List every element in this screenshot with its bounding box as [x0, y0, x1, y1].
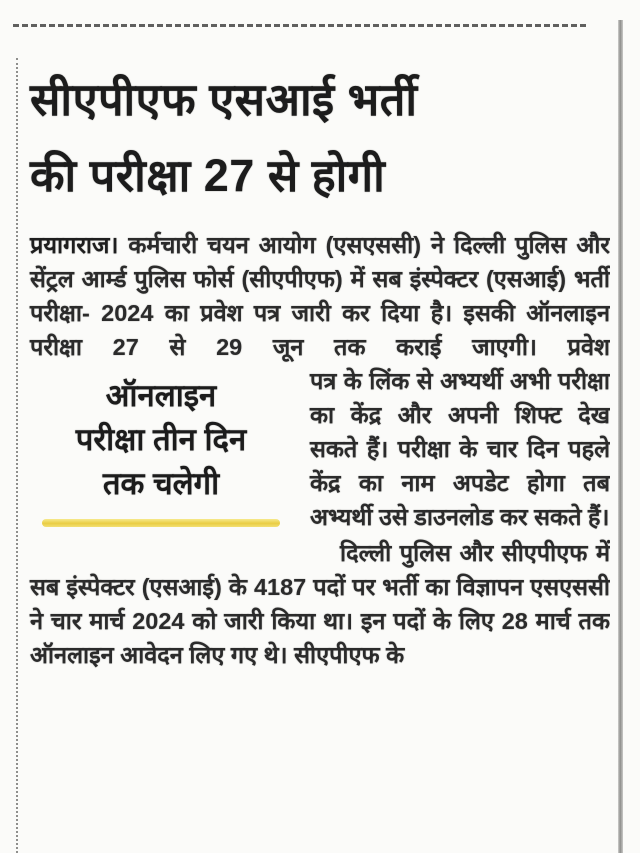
pull-quote-line-2: परीक्षा तीन दिन — [75, 422, 247, 457]
pull-quote-line-3: तक चलेगी — [102, 466, 220, 501]
headline-line-1: सीएपीएफ एसआई भर्ती — [30, 74, 418, 125]
paragraph-2: पत्र के लिंक से अभ्यर्थी अभी परीक्षा का केंद्र और अपनी शिफ्ट देख सकते हैं। परीक्षा के चार दिन पहले केंद्र का नाम अपडेट होगा तब अभ्यर्थी उसे डाउनलोड कर सकते हैं। — [310, 368, 610, 530]
column-separator-rule — [618, 20, 623, 853]
headline-line-2: की परीक्षा 27 से होगी — [30, 150, 386, 201]
paragraph-2-block — [30, 364, 610, 534]
pull-quote — [32, 370, 290, 533]
paragraph-1-text: कर्मचारी चयन आयोग (एसएससी) ने दिल्ली पुलिस और सेंट्रल आर्म्ड पुलिस फोर्स (सीएपीएफ) में सब इंस्पेक्टर (एसआई) भर्ती परीक्षा- 2024 का प्रवेश पत्र जारी कर दिया है। इसकी ऑनलाइन परीक्षा 27 से 29 जून तक कराई जाएगी। प्रवेश — [30, 232, 610, 360]
pull-quote-underline — [42, 519, 280, 527]
pull-quote-line-1: ऑनलाइन — [105, 378, 217, 413]
news-article — [16, 58, 610, 853]
article-headline — [30, 62, 610, 214]
paragraph-1 — [30, 228, 610, 364]
paragraph-3: दिल्ली पुलिस और सीएपीएफ में सब इंस्पेक्टर (एसआई) के 4187 पदों पर भर्ती का विज्ञापन एसएससी ने चार मार्च 2024 को जारी किया था। इन पदों के लिए 28 मार्च तक ऑनलाइन आवेदन लिए गए थे। सीएपीएफ के — [30, 540, 610, 668]
article-body — [30, 228, 610, 672]
top-dashed-rule — [13, 24, 586, 27]
dateline: प्रयागराज। — [30, 232, 119, 258]
